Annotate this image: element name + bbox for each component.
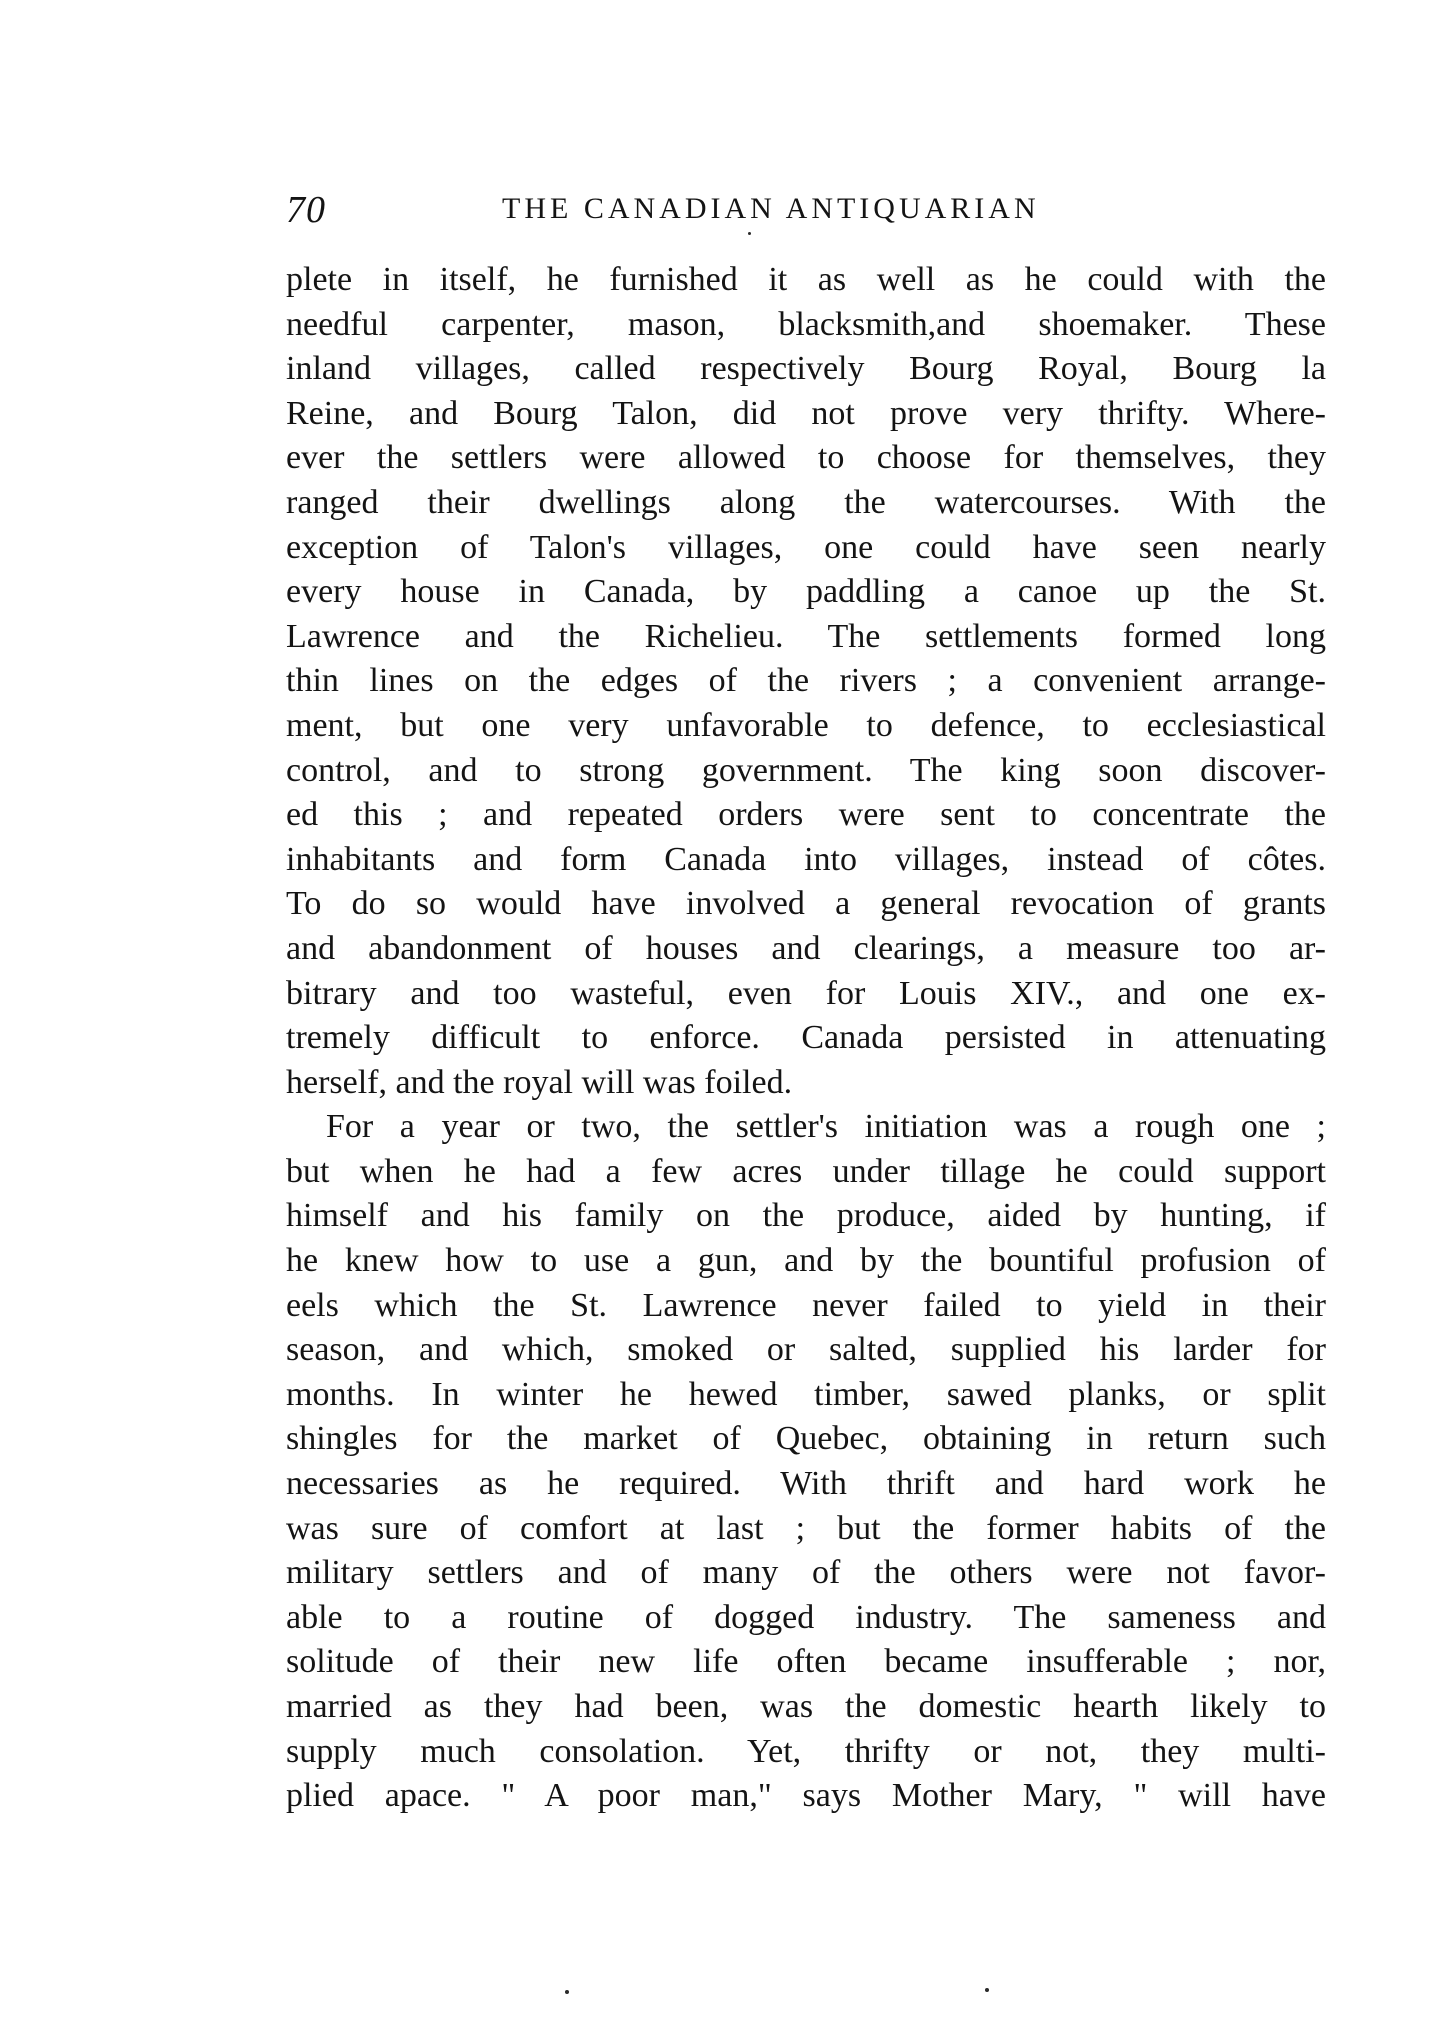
text-line: ment, but one very unfavorable to defence, to ecclesiastical <box>286 706 1326 744</box>
text-line: supply much consolation. Yet, thrifty or not, they multi- <box>286 1732 1326 1770</box>
text-line: tremely difficult to enforce. Canada persisted in attenuating <box>286 1019 1326 1057</box>
text-line: every house in Canada, by paddling a canoe up the St. <box>286 573 1326 611</box>
text-line: needful carpenter, mason, blacksmith,and shoemaker. These <box>286 305 1326 343</box>
page-number: 70 <box>286 189 326 231</box>
text-line: ranged their dwellings along the watercourses. With the <box>286 483 1326 521</box>
text-line: Reine, and Bourg Talon, did not prove very thrifty. Where- <box>286 394 1326 432</box>
text-line: military settlers and of many of the others were not favor- <box>286 1554 1326 1592</box>
text-line: bitrary and too wasteful, even for Louis XIV., and one ex- <box>286 974 1326 1012</box>
body-text <box>286 258 1326 1819</box>
text-line: thin lines on the edges of the rivers ; a convenient arrange- <box>286 662 1326 700</box>
text-line: exception of Talon's villages, one could have seen nearly <box>286 528 1326 566</box>
running-title: THE CANADIAN ANTIQUARIAN <box>502 192 1040 225</box>
text-line: he knew how to use a gun, and by the bountiful profusion of <box>286 1242 1326 1280</box>
paragraph-2 <box>286 1105 1326 1819</box>
text-line: ed this ; and repeated orders were sent to concentrate the <box>286 796 1326 834</box>
ink-speck <box>748 232 751 235</box>
text-line: plied apace. " A poor man," says Mother Mary, " will have <box>286 1777 1326 1815</box>
text-line: was sure of comfort at last ; but the former habits of the <box>286 1509 1326 1547</box>
text-line: able to a routine of dogged industry. The sameness and <box>286 1598 1326 1636</box>
text-line: necessaries as he required. With thrift and hard work he <box>286 1465 1326 1503</box>
text-line: eels which the St. Lawrence never failed to yield in their <box>286 1286 1326 1324</box>
text-line: season, and which, smoked or salted, supplied his larder for <box>286 1331 1326 1369</box>
text-line: control, and to strong government. The king soon discover- <box>286 751 1326 789</box>
text-line: herself, and the royal will was foiled. <box>286 1063 793 1101</box>
text-line: Lawrence and the Richelieu. The settlements formed long <box>286 617 1326 655</box>
text-line: and abandonment of houses and clearings, a measure too ar- <box>286 929 1326 967</box>
ink-speck <box>985 1988 989 1992</box>
paragraph-1 <box>286 258 1326 1105</box>
text-line: solitude of their new life often became insufferable ; nor, <box>286 1643 1326 1681</box>
text-line: himself and his family on the produce, aided by hunting, if <box>286 1197 1326 1235</box>
text-line: married as they had been, was the domestic hearth likely to <box>286 1688 1326 1725</box>
text-line: shingles for the market of Quebec, obtaining in return such <box>286 1420 1326 1458</box>
text-line: but when he had a few acres under tillage he could support <box>286 1152 1326 1190</box>
ink-speck <box>565 1990 569 1994</box>
text-line: inhabitants and form Canada into villages, instead of côtes. <box>286 840 1326 878</box>
text-line: To do so would have involved a general revocation of grants <box>286 885 1326 923</box>
text-line: For a year or two, the settler's initiation was a rough one ; <box>326 1108 1326 1146</box>
text-line: plete in itself, he furnished it as well as he could with the <box>286 261 1326 298</box>
text-line: months. In winter he hewed timber, sawed planks, or split <box>286 1375 1326 1413</box>
text-line: inland villages, called respectively Bourg Royal, Bourg la <box>286 350 1326 388</box>
text-line: ever the settlers were allowed to choose for themselves, they <box>286 439 1326 477</box>
running-head <box>286 188 1326 232</box>
